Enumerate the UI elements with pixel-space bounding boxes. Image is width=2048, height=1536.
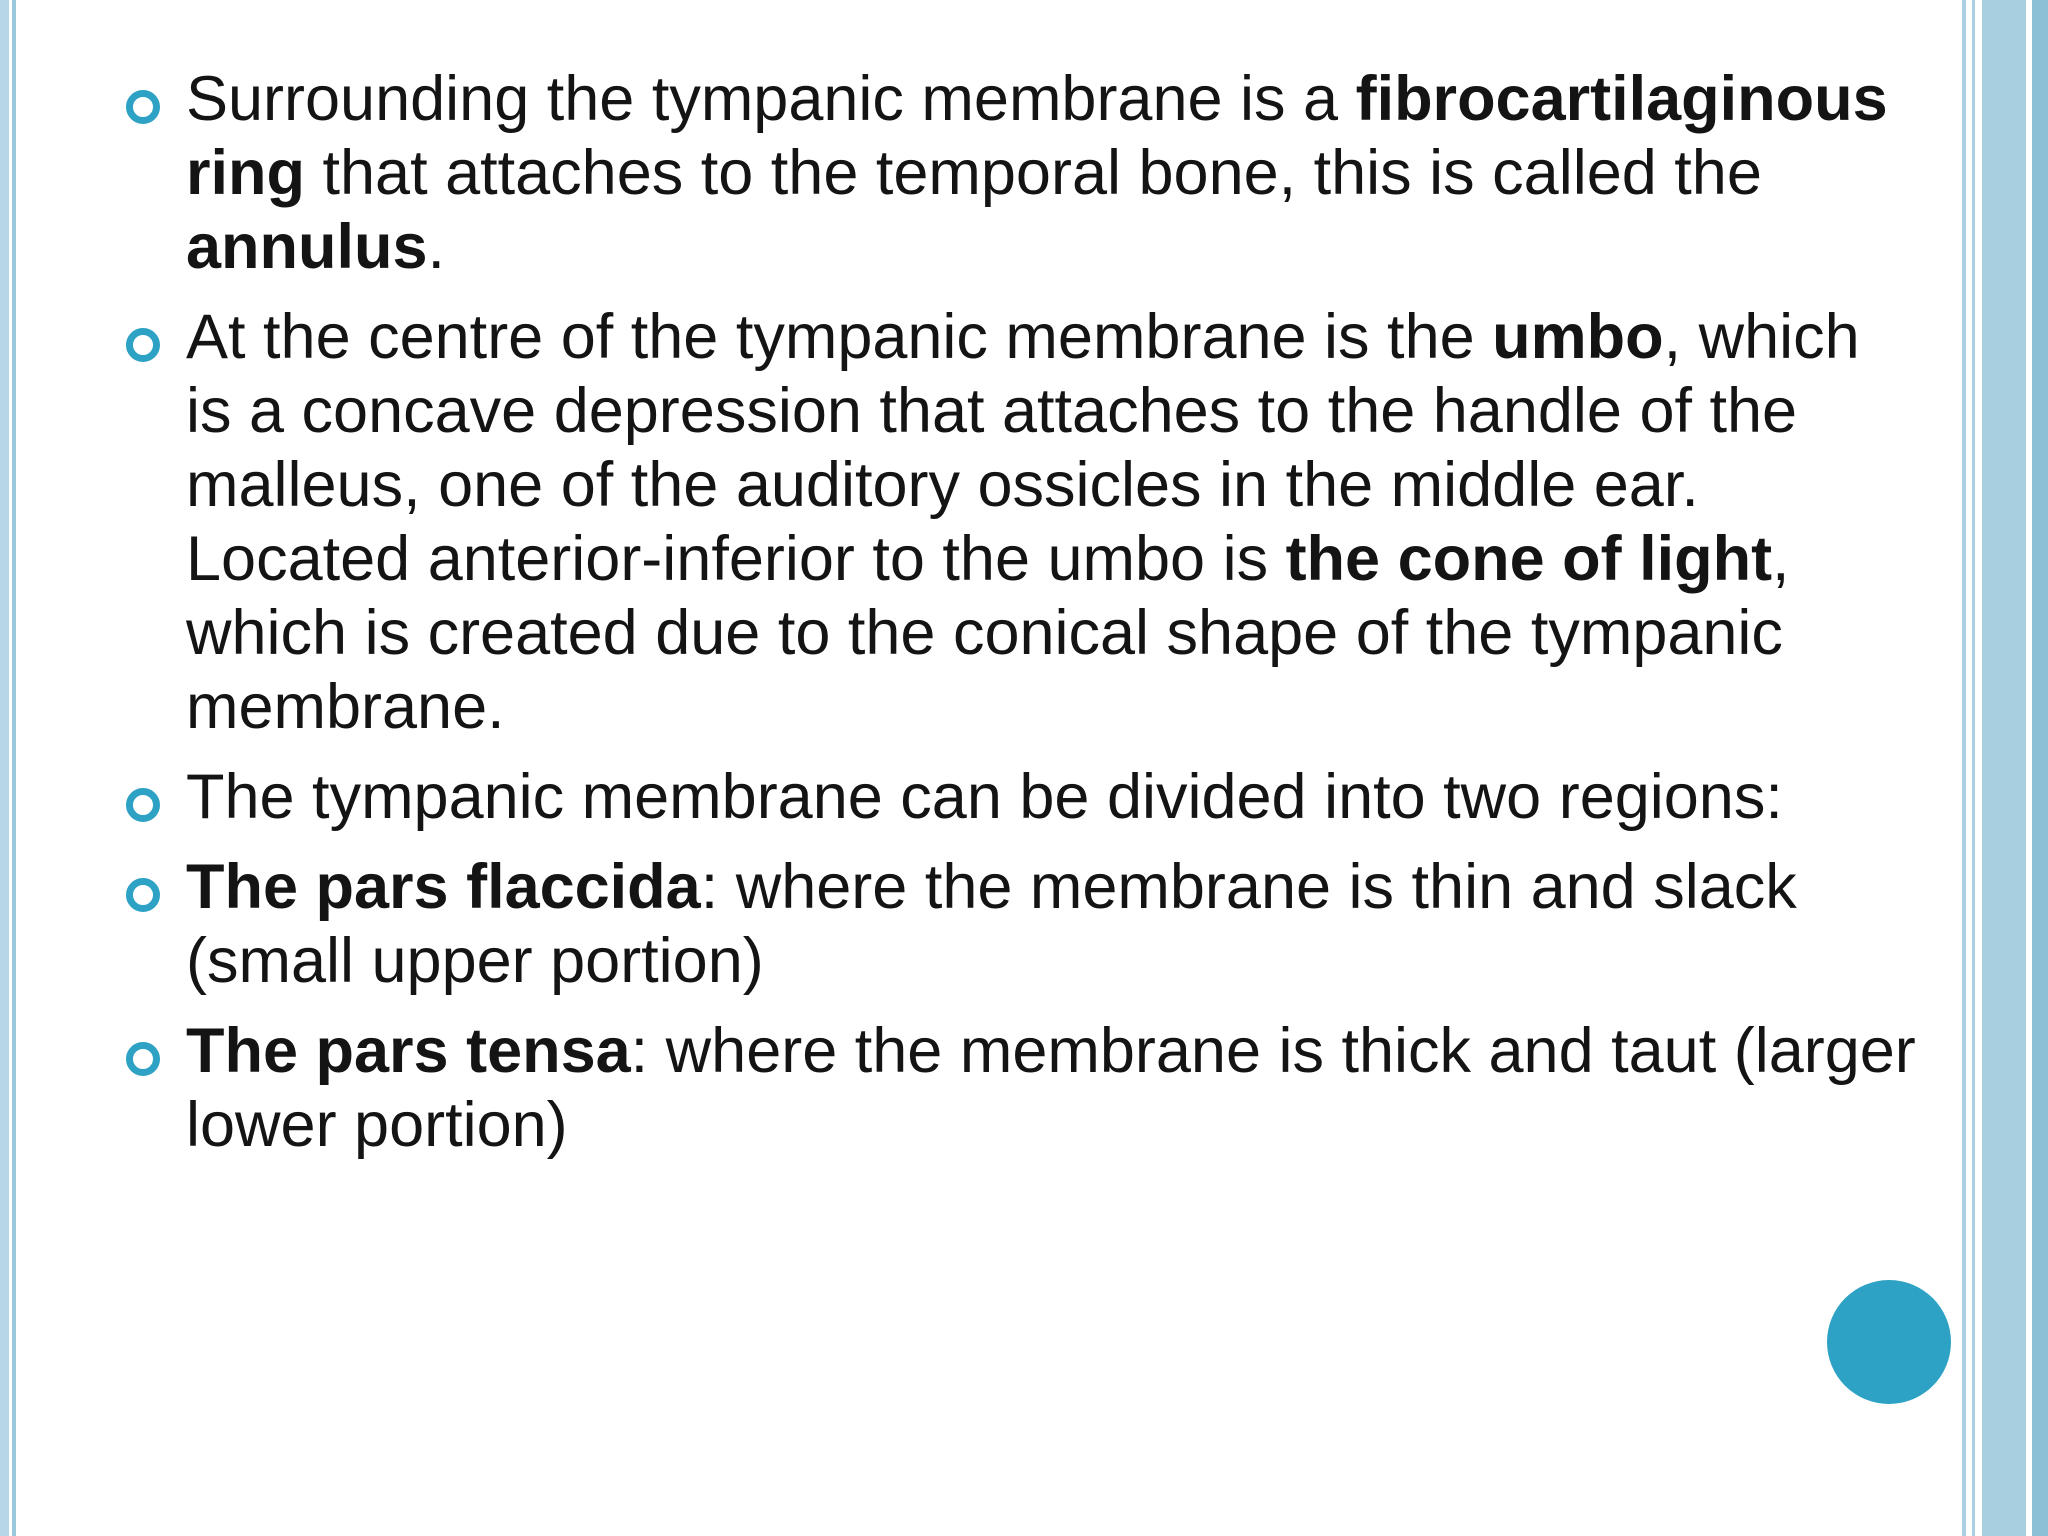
bullet-item xyxy=(126,300,1916,744)
text-run: . xyxy=(427,212,446,282)
bold-term: fibrocartilaginous ring xyxy=(186,64,1888,208)
bullet-item xyxy=(126,760,1916,834)
text-run: At the centre of the tympanic membrane is the xyxy=(186,302,1493,372)
right-decorative-stripe xyxy=(1982,0,2026,1536)
text-run: : where the membrane is thick and taut (larger lower portion) xyxy=(186,1016,1916,1160)
right-decorative-line xyxy=(1972,0,1975,1536)
bold-term: the cone of light xyxy=(1285,524,1773,594)
right-decorative-line xyxy=(1962,0,1966,1536)
bullet-item xyxy=(126,850,1916,998)
left-decorative-stripe xyxy=(0,0,9,1536)
left-decorative-line xyxy=(12,0,16,1536)
bullet-item xyxy=(126,62,1916,284)
bold-term: The pars flaccida xyxy=(186,852,701,922)
text-run: : where the membrane is thin and slack (small upper portion) xyxy=(186,852,1797,996)
ring-bullet-icon xyxy=(126,90,160,124)
text-run: The tympanic membrane can be divided into two regions: xyxy=(186,762,1783,832)
bold-term: annulus xyxy=(186,212,428,282)
ring-bullet-icon xyxy=(126,1042,160,1076)
text-run: , which is a concave depression that attaches to the handle of the malleus, one of the auditory ossicles in the middle ear. Located anterior-inferior to the umbo is xyxy=(186,302,1860,594)
ring-bullet-icon xyxy=(126,328,160,362)
bold-term: The pars tensa xyxy=(186,1016,631,1086)
right-decorative-stripe xyxy=(2032,0,2048,1536)
right-decorative-band xyxy=(1962,0,2048,1536)
bullet-list xyxy=(126,62,1916,1178)
bold-term: umbo xyxy=(1492,302,1664,372)
text-run: that attaches to the temporal bone, this is called the xyxy=(305,138,1762,208)
accent-circle xyxy=(1827,1280,1951,1404)
text-run: Surrounding the tympanic membrane is a xyxy=(186,64,1356,134)
ring-bullet-icon xyxy=(126,788,160,822)
bullet-item xyxy=(126,1014,1916,1162)
ring-bullet-icon xyxy=(126,878,160,912)
text-run: , which is created due to the conical shape of the tympanic membrane. xyxy=(186,524,1790,742)
